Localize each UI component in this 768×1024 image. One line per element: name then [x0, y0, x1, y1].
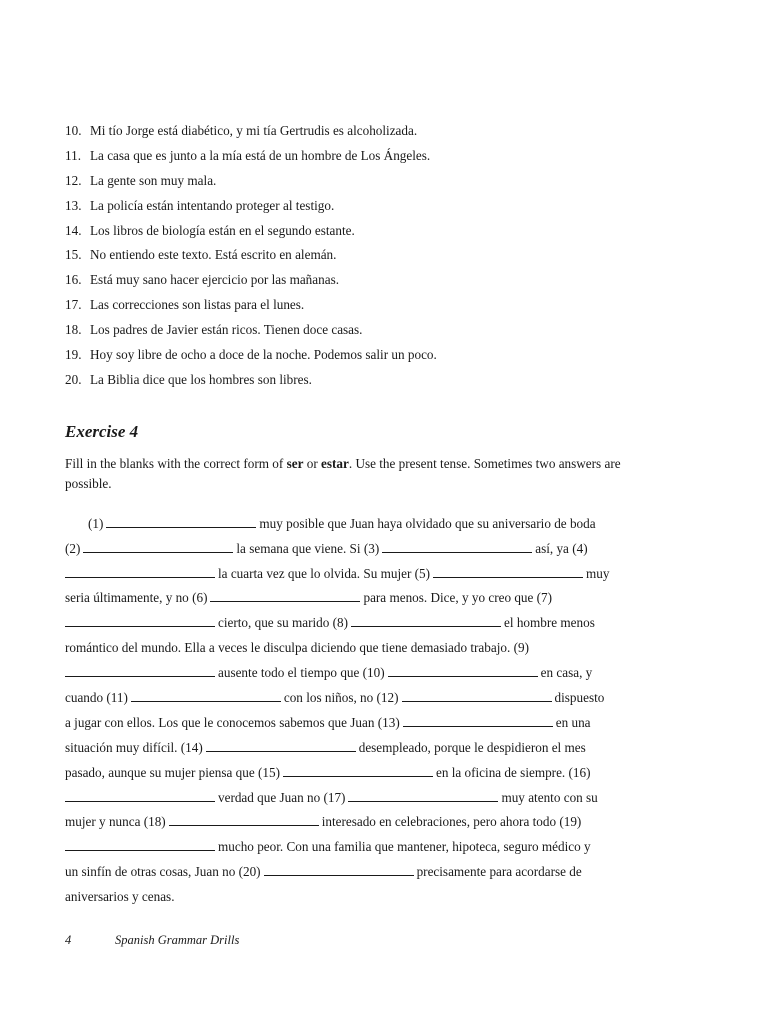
passage-line — [65, 636, 640, 661]
sentence-item — [65, 219, 640, 244]
passage-line — [65, 885, 640, 910]
passage-line — [65, 711, 640, 736]
sentence-text: Los padres de Javier están ricos. Tienen doce casas. — [90, 322, 363, 338]
passage-line — [65, 860, 640, 885]
sentence-item — [65, 119, 640, 144]
passage-line — [65, 736, 640, 761]
answer-blank[interactable] — [348, 788, 498, 802]
sentence-text: La casa que es junto a la mía está de un hombre de Los Ángeles. — [90, 147, 431, 163]
sentence-number: 14. — [65, 222, 82, 238]
instructions-keyword-estar: estar — [321, 455, 349, 471]
answer-blank[interactable] — [382, 539, 532, 553]
passage-line — [65, 686, 640, 711]
passage-text: aniversarios y cenas. — [65, 889, 175, 905]
passage-text: para menos. Dice, y yo creo que (7) — [363, 590, 553, 606]
instructions-text: . Use the present tense. Sometimes two answers are possible. — [65, 455, 621, 491]
instructions-keyword-ser: ser — [286, 455, 304, 471]
answer-blank[interactable] — [210, 588, 360, 602]
sentence-text: La policía están intentando proteger al testigo. — [90, 197, 335, 213]
sentence-text: Hoy soy libre de ocho a doce de la noche. Podemos salir un poco. — [90, 347, 437, 363]
passage-text: en casa, y — [540, 665, 593, 681]
exercise-instructions — [65, 454, 640, 494]
sentence-list — [65, 119, 640, 393]
answer-blank[interactable] — [131, 688, 281, 702]
page-content — [65, 119, 640, 910]
sentence-item — [65, 368, 640, 393]
passage-text: así, ya (4) — [535, 540, 588, 556]
sentence-text: Las correcciones son listas para el lunes. — [90, 297, 305, 313]
passage-text: mucho peor. Con una familia que mantener, hipoteca, seguro médico y — [218, 839, 591, 855]
passage-line — [65, 586, 640, 611]
passage-line — [65, 537, 640, 562]
instructions-text: or — [303, 455, 322, 471]
page-number: 4 — [65, 933, 72, 947]
passage-text: un sinfín de otras cosas, Juan no (20) — [65, 864, 261, 880]
answer-blank[interactable] — [65, 663, 215, 677]
answer-blank[interactable] — [106, 514, 256, 528]
sentence-item — [65, 343, 640, 368]
fill-in-passage — [65, 512, 640, 910]
answer-blank[interactable] — [169, 812, 319, 826]
passage-text: verdad que Juan no (17) — [218, 789, 346, 805]
passage-text: en una — [555, 714, 591, 730]
sentence-number: 15. — [65, 247, 82, 263]
sentence-number: 11. — [65, 147, 81, 163]
sentence-text: La gente son muy mala. — [90, 172, 217, 188]
passage-text: mujer y nunca (18) — [65, 814, 166, 830]
answer-blank[interactable] — [206, 738, 356, 752]
passage-line — [65, 810, 640, 835]
sentence-item — [65, 144, 640, 169]
book-title: Spanish Grammar Drills — [115, 933, 240, 947]
answer-blank[interactable] — [264, 862, 414, 876]
passage-text: la cuarta vez que lo olvida. Su mujer (5) — [218, 565, 431, 581]
answer-blank[interactable] — [403, 713, 553, 727]
sentence-item — [65, 318, 640, 343]
passage-line — [65, 562, 640, 587]
answer-blank[interactable] — [83, 539, 233, 553]
passage-line — [65, 512, 640, 537]
sentence-item — [65, 169, 640, 194]
passage-text: desempleado, porque le despidieron el mes — [358, 739, 586, 755]
sentence-number: 18. — [65, 322, 82, 338]
passage-text: en la oficina de siempre. (16) — [435, 764, 591, 780]
answer-blank[interactable] — [65, 788, 215, 802]
passage-text: muy posible que Juan haya olvidado que su aniversario de boda — [259, 515, 596, 531]
sentence-item — [65, 293, 640, 318]
answer-blank[interactable] — [65, 613, 215, 627]
passage-text: muy — [586, 565, 610, 581]
sentence-number: 16. — [65, 272, 82, 288]
sentence-text: Los libros de biología están en el segundo estante. — [90, 222, 355, 238]
sentence-text: La Biblia dice que los hombres son libres. — [90, 371, 312, 387]
passage-text: cuando (11) — [65, 690, 128, 706]
sentence-text: Mi tío Jorge está diabético, y mi tía Gertrudis es alcoholizada. — [90, 123, 418, 138]
page-footer — [65, 933, 239, 948]
sentence-text: Está muy sano hacer ejercicio por las mañanas. — [90, 272, 339, 288]
passage-text: muy atento con su — [501, 789, 598, 805]
passage-text: situación muy difícil. (14) — [65, 739, 203, 755]
sentence-item — [65, 243, 640, 268]
sentence-number: 10. — [65, 123, 82, 138]
sentence-number: 13. — [65, 197, 82, 213]
answer-blank[interactable] — [65, 837, 215, 851]
passage-text: con los niños, no (12) — [283, 690, 399, 706]
passage-line — [65, 835, 640, 860]
sentence-item — [65, 194, 640, 219]
passage-text: ausente todo el tiempo que (10) — [218, 665, 385, 681]
passage-text: pasado, aunque su mujer piensa que (15) — [65, 764, 280, 780]
exercise-title: Exercise 4 — [65, 421, 139, 441]
answer-blank[interactable] — [65, 564, 215, 578]
sentence-number: 17. — [65, 297, 82, 313]
passage-text: interesado en celebraciones, pero ahora todo (19) — [321, 814, 582, 830]
sentence-item — [65, 268, 640, 293]
passage-text: (2) — [65, 540, 81, 556]
answer-blank[interactable] — [351, 613, 501, 627]
answer-blank[interactable] — [283, 763, 433, 777]
passage-text: (1) — [88, 515, 104, 531]
answer-blank[interactable] — [402, 688, 552, 702]
passage-text: precisamente para acordarse de — [416, 864, 582, 880]
passage-line — [65, 611, 640, 636]
passage-text: romántico del mundo. Ella a veces le disculpa diciendo que tiene demasiado trabajo. (9) — [65, 640, 529, 656]
passage-text: el hombre menos — [504, 615, 595, 631]
passage-text: la semana que viene. Si (3) — [236, 540, 380, 556]
passage-text: cierto, que su marido (8) — [218, 615, 349, 631]
answer-blank[interactable] — [433, 564, 583, 578]
sentence-number: 19. — [65, 347, 82, 363]
sentence-number: 12. — [65, 172, 82, 188]
passage-text: dispuesto — [554, 690, 605, 706]
sentence-number: 20. — [65, 371, 82, 387]
passage-line — [65, 661, 640, 686]
passage-line — [65, 786, 640, 811]
answer-blank[interactable] — [388, 663, 538, 677]
passage-text: a jugar con ellos. Los que le conocemos sabemos que Juan (13) — [65, 714, 400, 730]
sentence-text: No entiendo este texto. Está escrito en alemán. — [90, 247, 337, 263]
passage-line — [65, 761, 640, 786]
instructions-text: Fill in the blanks with the correct form of — [65, 455, 287, 471]
passage-text: seria últimamente, y no (6) — [65, 590, 208, 606]
